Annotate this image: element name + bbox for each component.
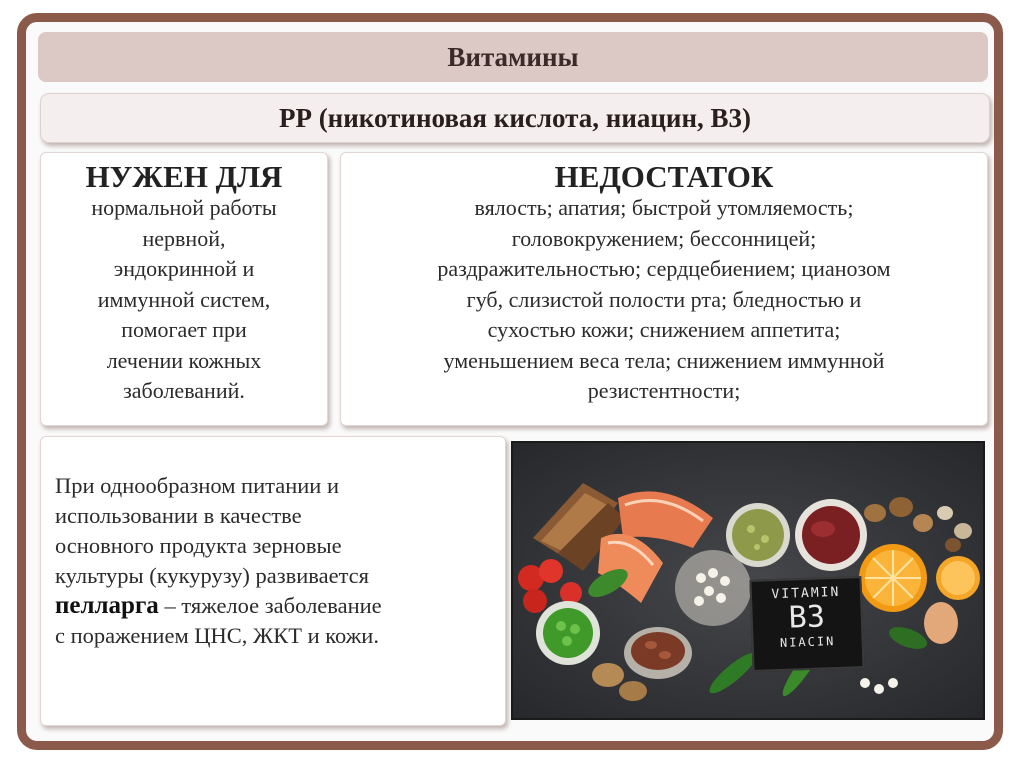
liver-bowl-icon [795, 499, 867, 571]
note-line: использовании в качестве [55, 503, 302, 528]
need-text [41, 193, 327, 407]
beans-bowl-icon [624, 627, 692, 679]
deficiency-line: головокружением; бессонницей; [511, 225, 817, 251]
deficiency-line: губ, слизистой полости рта; бледностью и [466, 286, 862, 312]
need-line: лечении кожных [106, 347, 262, 373]
sign-line: B3 [788, 599, 826, 636]
note-line: культуры (кукурузу) развивается [55, 563, 370, 588]
deficiency-card [340, 152, 988, 426]
egg-icon [924, 602, 958, 644]
sign-line: VITAMIN [771, 584, 841, 603]
need-line: помогает при [121, 317, 247, 342]
deficiency-text [341, 193, 987, 407]
deficiency-line: раздражительностью; сердцебиением; цианозом [437, 256, 891, 281]
pellagra-note-card [40, 436, 506, 726]
food-illustration [513, 443, 983, 718]
note-line: – тяжелое заболевание [158, 593, 382, 618]
need-line: нормальной работы [91, 195, 277, 220]
vitamin-b3-sign [749, 576, 864, 672]
seeds-bowl-icon [726, 503, 790, 567]
need-line: заболеваний. [123, 378, 245, 403]
need-line: нервной, [142, 225, 226, 251]
pellagra-term: пелларга [55, 592, 159, 619]
need-line: эндокринной и [113, 256, 255, 281]
subtitle-bar [40, 93, 990, 143]
page-subtitle: РР (никотиновая кислота, ниацин, В3) [278, 102, 752, 133]
need-line: иммунной систем, [97, 286, 271, 312]
deficiency-line: уменьшением веса тела; снижением иммунной [443, 347, 885, 373]
food-photo [511, 441, 985, 720]
pellagra-note [55, 471, 505, 651]
sign-line: NIACIN [779, 634, 836, 650]
need-heading: НУЖЕН ДЛЯ [85, 159, 283, 194]
deficiency-line: резистентности; [587, 378, 741, 403]
need-card [40, 152, 328, 426]
title-bar [38, 32, 988, 82]
peas-bowl-icon [536, 601, 600, 665]
deficiency-heading: НЕДОСТАТОК [554, 159, 774, 194]
page-title: Витамины [447, 41, 579, 72]
note-line: с поражением ЦНС, ЖКТ и кожи. [55, 623, 379, 648]
note-line: При однообразном питании и [55, 473, 340, 498]
deficiency-line: сухостью кожи; снижением аппетита; [487, 317, 841, 342]
note-line: основного продукта зерновые [55, 533, 342, 558]
deficiency-line: вялость; апатия; быстрой утомляемость; [474, 195, 854, 220]
